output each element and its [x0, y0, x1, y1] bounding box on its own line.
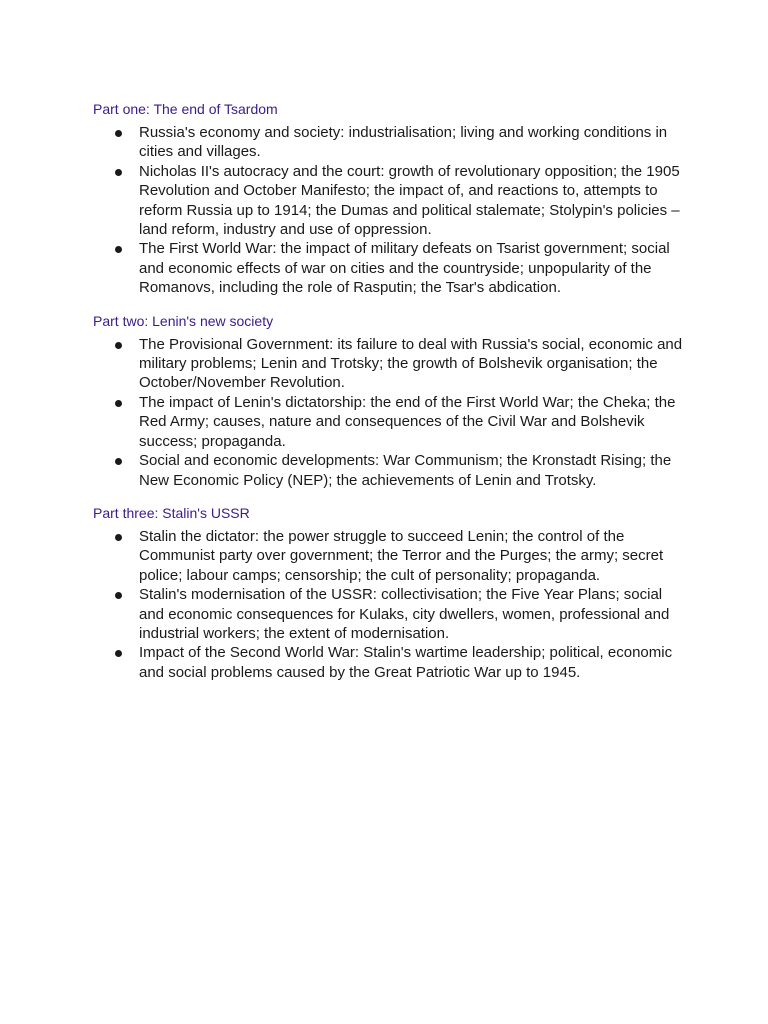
section-part-two [93, 312, 683, 490]
bullet-icon [115, 534, 122, 541]
list-item [93, 527, 683, 585]
list-item [93, 393, 683, 451]
list-item [93, 239, 683, 297]
list-item-text: Stalin's modernisation of the USSR: collectivisation; the Five Year Plans; social and economic consequences for Kulaks, city dwellers, women, professional and industrial workers; the extent of modernisation. [139, 586, 670, 642]
list-item [93, 162, 683, 240]
bullet-icon [115, 400, 122, 407]
section-part-three [93, 504, 683, 682]
list-item [93, 585, 683, 643]
section-part-one [93, 100, 683, 298]
list-item-text: Russia's economy and society: industrialisation; living and working conditions in cities and villages. [139, 124, 668, 161]
list-item-text: The First World War: the impact of military defeats on Tsarist government; social and economic effects of war on cities and the countryside; unpopularity of the Romanovs, including the role of Rasputin; the Tsar's abdication. [139, 240, 670, 297]
section-heading: Part two: Lenin's new society [93, 312, 274, 329]
list-item-text: The Provisional Government: its failure to deal with Russia's social, economic and military problems; Lenin and Trotsky; the growth of Bolshevik organisation; the October/November Revolution. [139, 335, 683, 392]
document-page [93, 100, 683, 696]
list-item-text: The impact of Lenin's dictatorship: the end of the First World War; the Cheka; the Red Army; causes, nature and consequences of the Civil War and Bolshevik success; propaganda. [139, 393, 676, 450]
list-item [93, 451, 683, 490]
bullet-icon [115, 650, 122, 657]
section-heading: Part one: The end of Tsardom [93, 101, 278, 117]
bullet-icon [115, 246, 122, 253]
list-item-text: Stalin the dictator: the power struggle to succeed Lenin; the control of the Communist party over government; the Terror and the Purges; the army; secret police; labour camps; censorship; the cult of personality; propaganda. [139, 527, 664, 584]
list-item [93, 335, 683, 393]
bullet-icon [115, 342, 122, 349]
bullet-icon [115, 169, 122, 176]
section-heading: Part three: Stalin's USSR [93, 504, 250, 521]
bullet-list [93, 123, 683, 298]
bullet-icon [115, 130, 122, 137]
bullet-icon [115, 592, 122, 599]
list-item-text: Impact of the Second World War: Stalin's wartime leadership; political, economic and social problems caused by the Great Patriotic War up to 1945. [139, 644, 673, 681]
list-item [93, 123, 683, 162]
list-item-text: Social and economic developments: War Communism; the Kronstadt Rising; the New Economic Policy (NEP); the achievements of Lenin and Trotsky. [139, 452, 672, 489]
list-item [93, 643, 683, 682]
bullet-list [93, 527, 683, 682]
bullet-list [93, 335, 683, 490]
list-item-text: Nicholas II's autocracy and the court: growth of revolutionary opposition; the 1905 Revolution and October Manifesto; the impact of, and reactions to, attempts to reform Russia up to 1914; the Dumas and political stalemate; Stolypin's policies – land reform, industry and use of oppression. [139, 162, 680, 239]
bullet-icon [115, 458, 122, 465]
